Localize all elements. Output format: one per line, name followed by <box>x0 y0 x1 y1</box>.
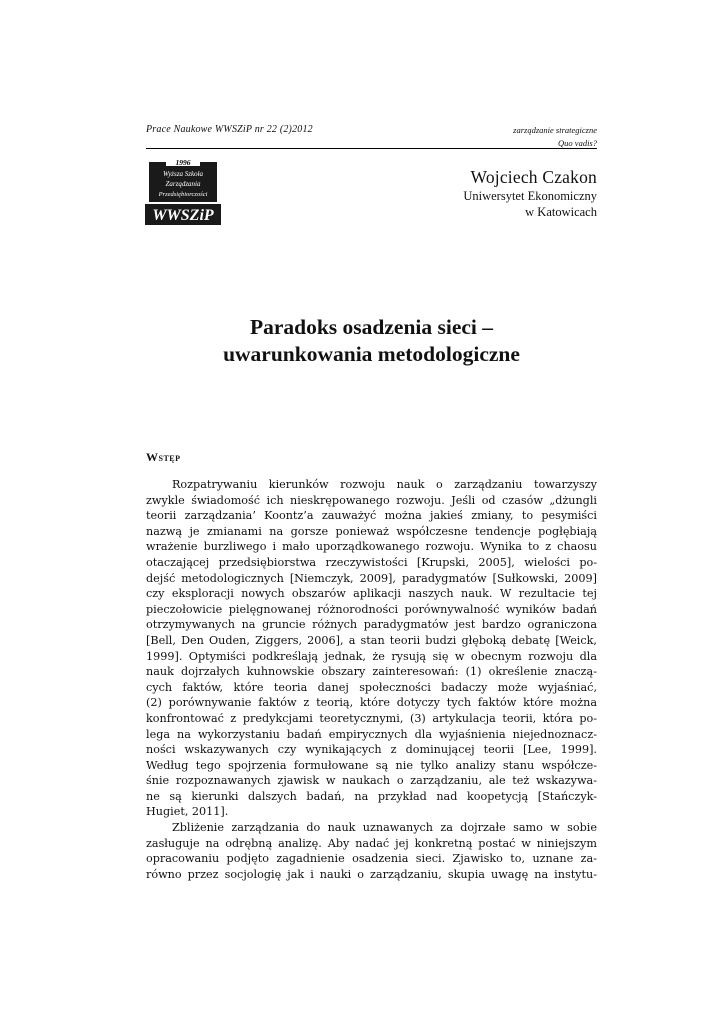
wwszip-logo <box>144 158 222 226</box>
body-line: dejść metodologicznych [Niemczyk, 2009], paradygmatów [Sułkowski, 2009] <box>146 571 597 585</box>
author-affiliation-line2: w Katowicach <box>525 205 597 219</box>
logo-acronym: WWSZiP <box>152 207 214 224</box>
logo-line2: Zarządzania <box>165 180 201 188</box>
body-line: równo przez socjologię jak i nauki o zarządzaniu, skupia uwagę na instytu- <box>146 867 597 881</box>
running-header-section-line1: zarządzanie strategiczne <box>513 125 597 135</box>
body-line: pieczołowicie pielęgnowanej różnorodności porównywalność wyników badań <box>146 602 597 616</box>
running-header-journal: Prace Naukowe WWSZiP nr 22 (2)2012 <box>146 124 313 135</box>
logo-line1: Wyższa Szkoła <box>163 170 203 178</box>
body-line: nazwą je zmianami na gorsze ponieważ współczesne tendencje pogłębiają <box>146 524 597 538</box>
logo-year: 1996 <box>175 158 191 167</box>
body-line: konfrontować z predykcjami teoretycznymi, (3) artykulacja teorii, która po- <box>146 711 597 725</box>
running-header-section-line2: Quo vadis? <box>558 138 597 148</box>
body-line: otrzymywanych na gruncie różnych paradygmatów jest bardzo ograniczona <box>146 618 597 632</box>
body-line: Według tego spojrzenia formułowane są nie tylko analizy stanu współcze- <box>146 758 597 772</box>
body-line: cych faktów, które teoria danej społeczności badaczy może wyjaśniać, <box>146 680 597 694</box>
body-line: ne są kierunki dalszych badań, na przykład nad koopetycją [Stańczyk- <box>146 789 597 803</box>
body-line: nauk dojrzałych kuhnowskie obszary zainteresowań: (1) określenie znaczą- <box>146 665 597 679</box>
body-line: (2) porównywanie faktów z teorią, które dotyczy tych faktów które można <box>146 696 597 710</box>
section-heading: Wstęp <box>146 450 181 464</box>
body-line: Rozpatrywaniu kierunków rozwoju nauk o zarządzaniu towarzyszy <box>172 478 597 491</box>
article-title-line1: Paradoks osadzenia sieci – <box>249 315 494 339</box>
author-affiliation-line1: Uniwersytet Ekonomiczny <box>463 189 597 203</box>
author-block <box>463 166 597 220</box>
body-line: ności wskazywanych czy wynikających z dominującej teorii [Lee, 1999]. <box>146 743 597 757</box>
body-text <box>146 477 597 882</box>
running-header-section <box>513 124 597 150</box>
article-title <box>146 314 597 368</box>
body-line: zasługuje na odrębną analizę. Aby nadać jej konkretną postać w niniejszym <box>146 836 597 850</box>
body-line: czy eksploracji nowych obszarów aplikacji naszych nauk. W rezultacie tej <box>146 587 597 601</box>
body-line: otaczającej przedsiębiorstwa rzeczywistości [Krupski, 2005], wielości po- <box>146 555 597 569</box>
body-line: lega na wykorzystaniu badań empirycznych dla wyjaśnienia niejednoznacz- <box>146 727 597 741</box>
body-line: 1999]. Optymiści podkreślają jednak, że rysują się w obecnym rozwoju dla <box>146 649 597 663</box>
body-line: teorii zarządzania’ Koontz’a zauważyć można jakieś zmiany, to pesymiści <box>146 509 597 523</box>
body-line: Hugiet, 2011]. <box>146 805 229 819</box>
body-line: [Bell, Den Ouden, Ziggers, 2006], a stan teorii budzi głęboką debatę [Weick, <box>146 633 597 647</box>
body-line: śnie rozpoznawanych zjawisk w naukach o zarządzaniu, ale też wskazywa- <box>146 774 597 788</box>
body-line: zwykle świadomość ich nieskrępowanego rozwoju. Jeśli od czasów „dżungli <box>146 493 597 507</box>
logo-line3: Przedsiębiorczości <box>158 191 208 198</box>
body-line: wrażenie burzliwego i mało uporządkowanego rozwoju. Wynika to z chaosu <box>146 540 597 554</box>
header-rule <box>146 148 597 149</box>
body-line: opracowaniu podjęto zagadnienie osadzenia sieci. Zjawisko to, uznane za- <box>146 852 597 866</box>
body-line: Zbliżenie zarządzania do nauk uznawanych za dojrzałe samo w sobie <box>172 821 597 835</box>
author-name: Wojciech Czakon <box>470 167 597 187</box>
article-title-line2: uwarunkowania metodologiczne <box>223 342 520 366</box>
